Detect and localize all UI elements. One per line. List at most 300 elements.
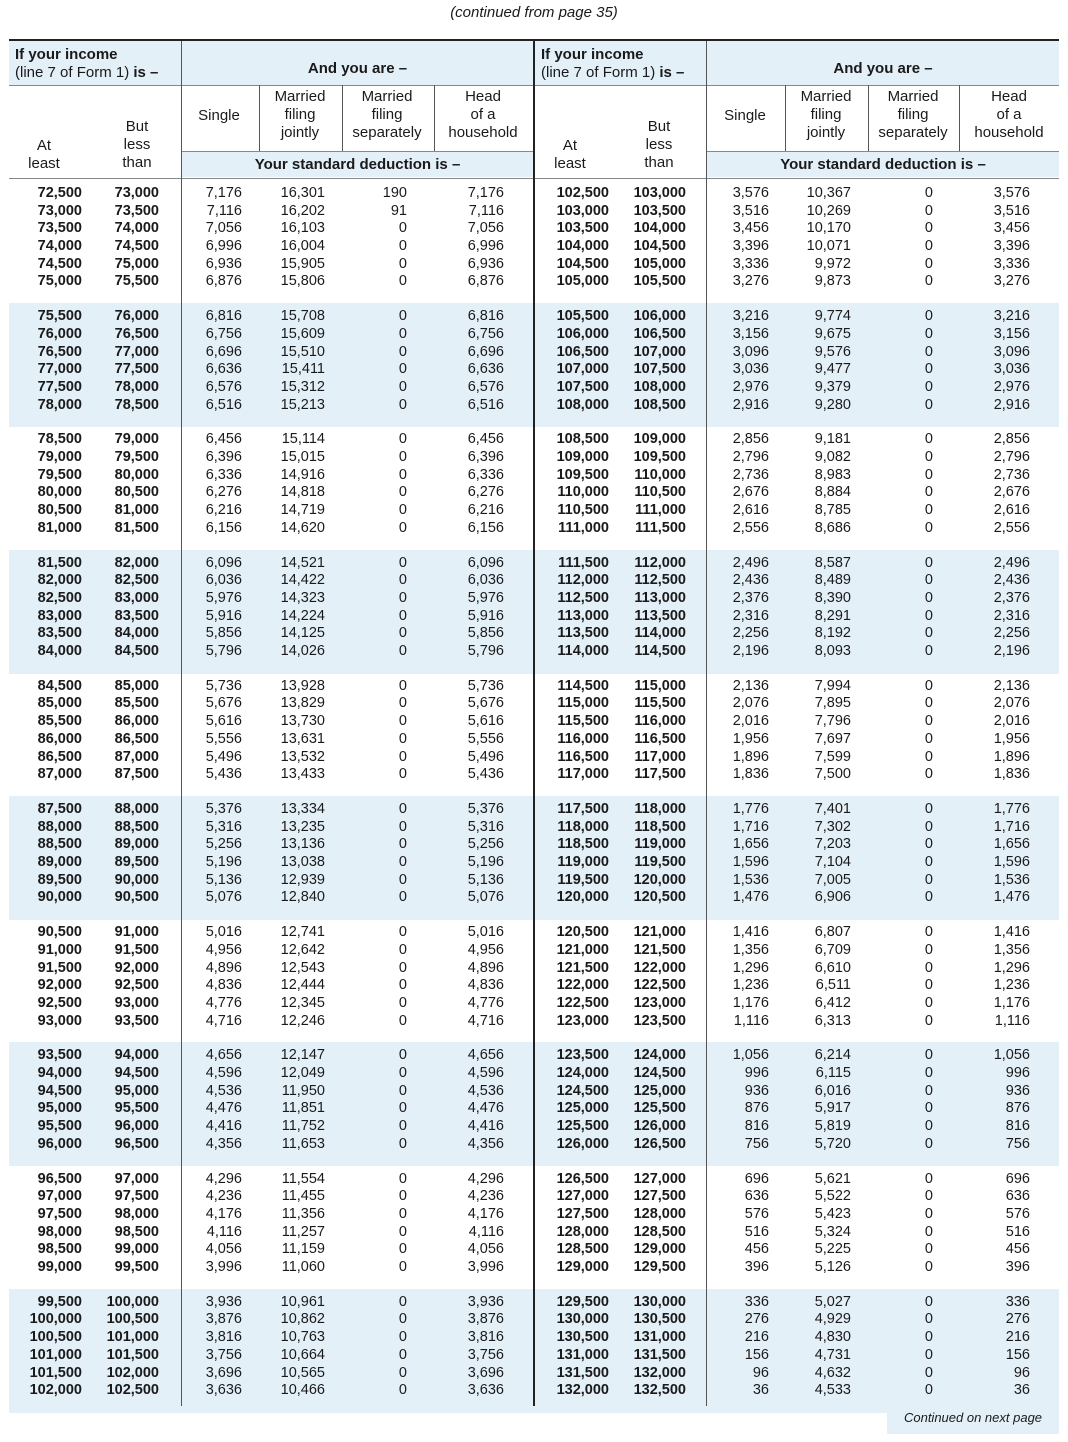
cell-mfj: 12,246 xyxy=(280,1012,325,1029)
cell-at: 118,500 xyxy=(557,836,609,853)
cell-single: 1,836 xyxy=(732,766,769,783)
cell-hoh: 1,536 xyxy=(993,871,1030,888)
cell-at: 83,000 xyxy=(37,607,82,624)
column-mfj xyxy=(281,801,325,907)
cell-single: 6,396 xyxy=(205,449,242,466)
column-mfs xyxy=(399,555,407,661)
cell-mfs: 0 xyxy=(924,1382,933,1399)
cell-single: 6,336 xyxy=(205,466,242,483)
column-mfj xyxy=(281,431,325,537)
cell-mfj: 13,631 xyxy=(280,730,325,747)
cell-lt: 126,000 xyxy=(633,1118,686,1135)
cell-mfs: 0 xyxy=(924,818,933,835)
cell-mfj: 8,686 xyxy=(814,519,851,536)
cell-at: 110,500 xyxy=(557,502,609,519)
cell-mfs: 0 xyxy=(924,1118,933,1135)
cell-mfs: 0 xyxy=(398,1047,407,1064)
cell-lt: 92,000 xyxy=(114,959,159,976)
cell-at: 86,000 xyxy=(37,730,82,747)
column-hoh xyxy=(468,801,504,907)
cell-mfs: 0 xyxy=(398,1311,407,1328)
cell-mfj: 15,905 xyxy=(280,255,325,272)
cell-mfj: 8,093 xyxy=(814,643,851,660)
cell-hoh: 6,216 xyxy=(467,502,504,519)
cell-at: 117,000 xyxy=(557,766,609,783)
cell-lt: 104,500 xyxy=(633,238,686,255)
cell-at: 76,000 xyxy=(37,325,82,342)
column-single xyxy=(733,308,769,414)
cell-at: 74,500 xyxy=(37,255,82,272)
cell-hoh: 4,596 xyxy=(467,1065,504,1082)
column-lt xyxy=(115,801,159,907)
cell-at: 108,500 xyxy=(556,431,609,448)
cell-mfj: 7,005 xyxy=(814,871,851,888)
cell-mfj: 8,587 xyxy=(814,554,851,571)
cell-hoh: 2,076 xyxy=(993,695,1030,712)
cell-at: 86,500 xyxy=(37,748,82,765)
cell-mfs: 0 xyxy=(924,1329,933,1346)
cell-at: 78,500 xyxy=(37,431,82,448)
cell-mfs: 0 xyxy=(398,1364,407,1381)
cell-hoh: 516 xyxy=(1005,1223,1030,1240)
cell-lt: 125,000 xyxy=(633,1082,686,1099)
cell-hoh: 6,696 xyxy=(467,343,504,360)
cell-lt: 91,000 xyxy=(114,924,159,941)
cell-mfj: 14,818 xyxy=(280,484,325,501)
cell-mfj: 10,664 xyxy=(280,1346,325,1363)
cell-hoh: 6,276 xyxy=(467,484,504,501)
cell-single: 5,916 xyxy=(205,607,242,624)
cell-single: 3,096 xyxy=(732,343,769,360)
cell-at: 94,000 xyxy=(37,1065,82,1082)
cell-at: 106,000 xyxy=(556,325,609,342)
cell-lt: 116,000 xyxy=(634,713,686,730)
cell-lt: 83,500 xyxy=(114,607,159,624)
cell-hoh: 4,956 xyxy=(467,941,504,958)
cell-single: 5,856 xyxy=(205,625,242,642)
cell-single: 3,576 xyxy=(732,185,769,201)
cell-hoh: 2,736 xyxy=(993,466,1030,483)
cell-mfs: 0 xyxy=(398,677,407,694)
cell-at: 76,500 xyxy=(37,343,82,360)
cell-lt: 109,500 xyxy=(633,449,686,466)
cell-mfs: 0 xyxy=(398,766,407,783)
cell-mfs: 0 xyxy=(398,836,407,853)
cell-at: 113,500 xyxy=(557,625,609,642)
column-hoh xyxy=(994,185,1030,291)
cell-single: 6,816 xyxy=(205,308,242,325)
cell-mfs: 0 xyxy=(924,977,933,994)
cell-lt: 97,500 xyxy=(114,1188,159,1205)
cell-lt: 86,000 xyxy=(114,713,159,730)
cell-hoh: 396 xyxy=(1005,1259,1030,1276)
cell-mfs: 0 xyxy=(398,713,407,730)
cell-mfs: 0 xyxy=(924,484,933,501)
column-lt xyxy=(634,801,686,907)
cell-hoh: 5,436 xyxy=(467,766,504,783)
cell-mfs: 0 xyxy=(398,730,407,747)
cell-single: 1,896 xyxy=(732,748,769,765)
cell-hoh: 5,916 xyxy=(467,607,504,624)
column-mfj xyxy=(815,431,851,537)
cell-hoh: 2,496 xyxy=(993,554,1030,571)
cell-mfs: 0 xyxy=(924,325,933,342)
column-single xyxy=(206,555,242,661)
cell-mfj: 14,719 xyxy=(280,502,325,519)
column-mfj xyxy=(815,801,851,907)
cell-single: 2,556 xyxy=(732,519,769,536)
cell-single: 216 xyxy=(744,1329,769,1346)
mfj-header: Married filing jointly xyxy=(274,88,326,141)
cell-at: 112,500 xyxy=(557,589,609,606)
cell-mfs: 0 xyxy=(924,502,933,519)
column-lt xyxy=(634,1294,686,1400)
cell-hoh: 2,136 xyxy=(993,677,1030,694)
cell-mfj: 4,731 xyxy=(814,1346,851,1363)
cell-at: 129,000 xyxy=(556,1259,609,1276)
cell-mfj: 14,224 xyxy=(280,607,325,624)
cell-single: 936 xyxy=(744,1082,769,1099)
cell-mfs: 0 xyxy=(398,361,407,378)
cell-at: 79,000 xyxy=(37,449,82,466)
cell-hoh: 576 xyxy=(1005,1205,1030,1222)
cell-hoh: 456 xyxy=(1005,1241,1030,1258)
cell-hoh: 4,716 xyxy=(467,1012,504,1029)
cell-single: 816 xyxy=(744,1118,769,1135)
cell-at: 98,500 xyxy=(37,1241,82,1258)
cell-hoh: 3,876 xyxy=(467,1311,504,1328)
cell-single: 1,716 xyxy=(732,818,769,835)
cell-lt: 92,500 xyxy=(114,977,159,994)
cell-single: 2,736 xyxy=(732,466,769,483)
cell-hoh: 2,856 xyxy=(993,431,1030,448)
cell-single: 5,136 xyxy=(205,871,242,888)
cell-lt: 94,000 xyxy=(114,1047,159,1064)
cell-single: 4,536 xyxy=(205,1082,242,1099)
cell-hoh: 4,056 xyxy=(467,1241,504,1258)
cell-at: 96,500 xyxy=(37,1170,82,1187)
cell-at: 88,000 xyxy=(37,818,82,835)
cell-lt: 96,500 xyxy=(114,1135,159,1152)
cell-single: 276 xyxy=(744,1311,769,1328)
cell-at: 110,000 xyxy=(557,484,609,501)
cell-single: 3,456 xyxy=(732,220,769,237)
cell-at: 106,500 xyxy=(556,343,609,360)
cell-lt: 121,000 xyxy=(633,924,686,941)
cell-at: 115,500 xyxy=(557,713,609,730)
cell-single: 5,796 xyxy=(205,643,242,660)
cell-at: 82,000 xyxy=(37,572,82,589)
cell-at: 97,500 xyxy=(37,1205,82,1222)
cell-hoh: 3,996 xyxy=(467,1259,504,1276)
cell-hoh: 1,956 xyxy=(993,730,1030,747)
cell-single: 5,196 xyxy=(205,854,242,871)
cell-at: 98,000 xyxy=(37,1223,82,1240)
cell-single: 456 xyxy=(744,1241,769,1258)
cell-single: 4,356 xyxy=(205,1135,242,1152)
cell-mfs: 0 xyxy=(924,871,933,888)
cell-mfj: 12,345 xyxy=(280,994,325,1011)
cell-mfs: 0 xyxy=(924,1135,933,1152)
cell-hoh: 1,716 xyxy=(993,818,1030,835)
column-single xyxy=(206,308,242,414)
cell-mfs: 0 xyxy=(398,1205,407,1222)
cell-single: 5,016 xyxy=(205,924,242,941)
cell-lt: 78,500 xyxy=(114,396,159,413)
cell-lt: 123,000 xyxy=(633,994,686,1011)
column-single xyxy=(733,555,769,661)
column-mfs xyxy=(925,1294,933,1400)
cell-mfj: 13,038 xyxy=(280,854,325,871)
cell-hoh: 3,096 xyxy=(993,343,1030,360)
cell-lt: 120,500 xyxy=(633,889,686,906)
cell-lt: 124,000 xyxy=(633,1047,686,1064)
cell-single: 6,216 xyxy=(205,502,242,519)
cell-mfs: 0 xyxy=(924,607,933,624)
cell-hoh: 4,536 xyxy=(467,1082,504,1099)
cell-lt: 84,500 xyxy=(114,643,159,660)
cell-lt: 127,000 xyxy=(633,1170,686,1187)
cell-lt: 82,000 xyxy=(114,554,159,571)
cell-single: 3,756 xyxy=(205,1346,242,1363)
cell-at: 73,500 xyxy=(37,220,82,237)
cell-at: 82,500 xyxy=(37,589,82,606)
cell-hoh: 5,856 xyxy=(467,625,504,642)
cell-hoh: 5,556 xyxy=(467,730,504,747)
cell-mfs: 0 xyxy=(924,431,933,448)
cell-at: 74,000 xyxy=(37,238,82,255)
cell-hoh: 4,416 xyxy=(467,1118,504,1135)
cell-mfj: 11,455 xyxy=(281,1188,325,1205)
cell-mfs: 0 xyxy=(398,502,407,519)
cell-mfs: 0 xyxy=(398,238,407,255)
cell-mfs: 0 xyxy=(398,572,407,589)
cell-mfj: 14,422 xyxy=(280,572,325,589)
cell-mfs: 0 xyxy=(398,871,407,888)
cell-hoh: 3,696 xyxy=(467,1364,504,1381)
cell-lt: 77,000 xyxy=(114,343,159,360)
cell-lt: 112,000 xyxy=(634,554,686,571)
cell-single: 5,076 xyxy=(205,889,242,906)
cell-single: 36 xyxy=(752,1382,769,1399)
cell-at: 125,000 xyxy=(556,1100,609,1117)
column-hoh xyxy=(994,308,1030,414)
cell-at: 78,000 xyxy=(37,396,82,413)
column-at xyxy=(557,431,609,537)
cell-lt: 112,500 xyxy=(634,572,686,589)
cell-hoh: 7,056 xyxy=(467,220,504,237)
cell-mfj: 7,895 xyxy=(814,695,851,712)
cell-single: 1,476 xyxy=(732,889,769,906)
cell-mfs: 0 xyxy=(398,1012,407,1029)
cell-mfj: 6,313 xyxy=(814,1012,851,1029)
column-mfj xyxy=(815,924,851,1030)
cell-at: 83,500 xyxy=(37,625,82,642)
cell-mfs: 0 xyxy=(924,1170,933,1187)
cell-mfs: 0 xyxy=(398,1259,407,1276)
cell-single: 2,016 xyxy=(732,713,769,730)
cell-mfj: 5,423 xyxy=(814,1205,851,1222)
cell-hoh: 6,996 xyxy=(467,238,504,255)
cell-hoh: 2,316 xyxy=(993,607,1030,624)
cell-at: 122,000 xyxy=(556,977,609,994)
cell-single: 5,976 xyxy=(205,589,242,606)
column-single xyxy=(206,924,242,1030)
column-at xyxy=(557,185,609,291)
cell-at: 105,500 xyxy=(556,308,609,325)
cell-mfs: 0 xyxy=(398,589,407,606)
column-hoh xyxy=(994,801,1030,907)
cell-hoh: 1,896 xyxy=(993,748,1030,765)
cell-mfs: 0 xyxy=(398,959,407,976)
cell-mfj: 15,708 xyxy=(280,308,325,325)
cell-at: 128,000 xyxy=(556,1223,609,1240)
cell-mfj: 6,511 xyxy=(815,977,851,994)
cell-lt: 93,000 xyxy=(114,994,159,1011)
cell-mfj: 5,819 xyxy=(814,1118,851,1135)
column-mfs xyxy=(399,308,407,414)
cell-single: 96 xyxy=(752,1364,769,1381)
cell-single: 6,696 xyxy=(205,343,242,360)
cell-mfj: 15,806 xyxy=(280,273,325,290)
cell-lt: 76,000 xyxy=(114,308,159,325)
cell-single: 7,116 xyxy=(206,202,242,219)
cell-hoh: 1,056 xyxy=(993,1047,1030,1064)
cell-lt: 115,500 xyxy=(634,695,686,712)
cell-hoh: 336 xyxy=(1005,1293,1030,1310)
cell-lt: 87,000 xyxy=(114,748,159,765)
cell-single: 5,256 xyxy=(205,836,242,853)
cell-mfs: 0 xyxy=(924,308,933,325)
cell-mfj: 10,763 xyxy=(280,1329,325,1346)
cell-mfj: 8,390 xyxy=(814,589,851,606)
cell-mfj: 12,840 xyxy=(280,889,325,906)
cell-at: 119,000 xyxy=(557,854,609,871)
cell-lt: 119,000 xyxy=(634,836,686,853)
cell-single: 4,956 xyxy=(205,941,242,958)
cell-lt: 124,500 xyxy=(633,1065,686,1082)
cell-single: 3,216 xyxy=(732,308,769,325)
cell-mfj: 11,950 xyxy=(281,1082,325,1099)
cell-lt: 75,500 xyxy=(114,273,159,290)
cell-mfs: 0 xyxy=(398,519,407,536)
cell-hoh: 4,356 xyxy=(467,1135,504,1152)
cell-single: 3,876 xyxy=(205,1311,242,1328)
cell-single: 4,116 xyxy=(206,1223,242,1240)
cell-at: 100,500 xyxy=(29,1329,82,1346)
cell-mfs: 0 xyxy=(924,625,933,642)
cell-lt: 87,500 xyxy=(114,766,159,783)
cell-single: 4,656 xyxy=(205,1047,242,1064)
cell-mfj: 11,159 xyxy=(281,1241,325,1258)
cell-mfj: 6,709 xyxy=(814,941,851,958)
cell-hoh: 3,576 xyxy=(993,185,1030,201)
cell-single: 636 xyxy=(744,1188,769,1205)
cell-single: 6,156 xyxy=(205,519,242,536)
cell-lt: 85,500 xyxy=(114,695,159,712)
cell-lt: 75,000 xyxy=(114,255,159,272)
cell-at: 91,500 xyxy=(37,959,82,976)
cell-single: 2,076 xyxy=(732,695,769,712)
cell-mfs: 0 xyxy=(924,466,933,483)
cell-mfj: 5,225 xyxy=(814,1241,851,1258)
cell-lt: 111,000 xyxy=(635,502,686,519)
cell-mfs: 0 xyxy=(924,1205,933,1222)
cell-single: 2,436 xyxy=(732,572,769,589)
cell-at: 114,500 xyxy=(557,677,609,694)
cell-lt: 95,000 xyxy=(114,1082,159,1099)
cell-mfs: 0 xyxy=(398,449,407,466)
cell-single: 4,476 xyxy=(205,1100,242,1117)
cell-mfs: 0 xyxy=(398,1382,407,1399)
cell-lt: 125,500 xyxy=(633,1100,686,1117)
cell-lt: 122,000 xyxy=(633,959,686,976)
cell-mfs: 0 xyxy=(398,343,407,360)
cell-mfs: 0 xyxy=(924,1223,933,1240)
cell-lt: 118,500 xyxy=(634,818,686,835)
cell-lt: 82,500 xyxy=(114,572,159,589)
cell-hoh: 1,116 xyxy=(994,1012,1030,1029)
cell-at: 119,500 xyxy=(557,871,609,888)
cell-single: 2,256 xyxy=(732,625,769,642)
cell-lt: 100,500 xyxy=(106,1311,159,1328)
cell-single: 5,736 xyxy=(205,677,242,694)
cell-hoh: 3,276 xyxy=(993,273,1030,290)
cell-mfs: 0 xyxy=(398,1135,407,1152)
column-at xyxy=(557,924,609,1030)
cell-at: 80,500 xyxy=(37,502,82,519)
cell-single: 3,336 xyxy=(732,255,769,272)
cell-mfs: 0 xyxy=(398,378,407,395)
cell-at: 97,000 xyxy=(37,1188,82,1205)
cell-mfj: 13,235 xyxy=(280,818,325,835)
column-at xyxy=(38,431,82,537)
cell-mfs: 0 xyxy=(924,1065,933,1082)
cell-at: 99,500 xyxy=(37,1293,82,1310)
cell-single: 2,136 xyxy=(732,677,769,694)
cell-lt: 117,500 xyxy=(634,766,686,783)
cell-mfs: 0 xyxy=(924,713,933,730)
cell-lt: 89,000 xyxy=(114,836,159,853)
cell-lt: 119,500 xyxy=(634,854,686,871)
cell-hoh: 2,376 xyxy=(993,589,1030,606)
column-at xyxy=(30,1294,82,1400)
cell-at: 77,500 xyxy=(37,378,82,395)
cell-mfj: 10,170 xyxy=(806,220,851,237)
cell-lt: 86,500 xyxy=(114,730,159,747)
cell-mfs: 0 xyxy=(398,1346,407,1363)
cell-lt: 78,000 xyxy=(114,378,159,395)
cell-hoh: 1,236 xyxy=(993,977,1030,994)
cell-at: 95,000 xyxy=(37,1100,82,1117)
cell-lt: 99,000 xyxy=(114,1241,159,1258)
cell-mfj: 4,929 xyxy=(814,1311,851,1328)
cell-single: 2,976 xyxy=(732,378,769,395)
cell-lt: 110,000 xyxy=(634,466,686,483)
cell-hoh: 3,396 xyxy=(993,238,1030,255)
cell-lt: 120,000 xyxy=(633,871,686,888)
cell-mfs: 0 xyxy=(398,801,407,817)
cell-mfj: 13,136 xyxy=(280,836,325,853)
mfs-header: Married filing separately xyxy=(352,88,422,141)
cell-mfj: 11,752 xyxy=(281,1118,325,1135)
cell-hoh: 5,496 xyxy=(467,748,504,765)
single-header: Single xyxy=(198,107,240,124)
cell-at: 102,500 xyxy=(556,185,609,201)
cell-mfj: 6,016 xyxy=(814,1082,851,1099)
cell-mfj: 8,785 xyxy=(814,502,851,519)
column-at xyxy=(557,801,609,907)
